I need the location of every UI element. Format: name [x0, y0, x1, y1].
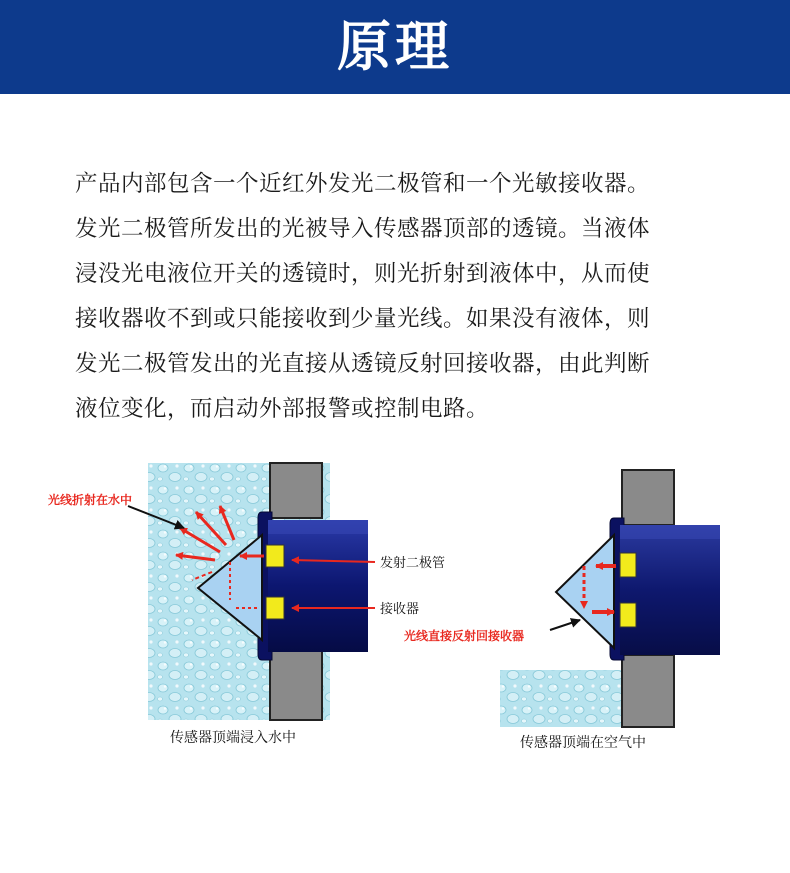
refraction-annotation: 光线折射在水中	[48, 493, 133, 507]
sensor-lens	[556, 535, 614, 648]
page-title: 原理	[337, 15, 453, 78]
water-area	[500, 670, 630, 727]
annotation-arrow	[550, 620, 580, 630]
emitter-led	[266, 545, 284, 567]
right-caption: 传感器顶端在空气中	[520, 735, 646, 751]
description-line: 产品内部包含一个近红外发光二极管和一个光敏接收器。	[75, 171, 651, 197]
left-diagram	[48, 463, 445, 746]
reflection-annotation: 光线直接反射回接收器	[404, 629, 525, 643]
description-line: 发光二极管所发出的光被导入传感器顶部的透镜。当液体	[75, 216, 651, 242]
tank-wall	[270, 463, 322, 518]
tank-wall	[622, 655, 674, 727]
emitter-label: 发射二极管	[380, 556, 446, 571]
sensor-body	[620, 525, 720, 655]
description-line: 接收器收不到或只能接收到少量光线。如果没有液体，则	[75, 306, 651, 332]
emitter-led	[620, 553, 636, 577]
receiver-label: 接收器	[380, 602, 420, 617]
tank-wall	[270, 650, 322, 720]
tank-wall	[622, 470, 674, 525]
receiver-led	[620, 603, 636, 627]
right-diagram	[404, 470, 720, 751]
receiver-led	[266, 597, 284, 619]
description-line: 浸没光电液位开关的透镜时，则光折射到液体中，从而使	[75, 261, 651, 287]
sensor-body	[268, 520, 368, 652]
left-caption: 传感器顶端浸入水中	[170, 730, 296, 746]
description-line: 液位变化，而启动外部报警或控制电路。	[75, 396, 490, 422]
description-line: 发光二极管发出的光直接从透镜反射回接收器，由此判断	[75, 351, 651, 377]
